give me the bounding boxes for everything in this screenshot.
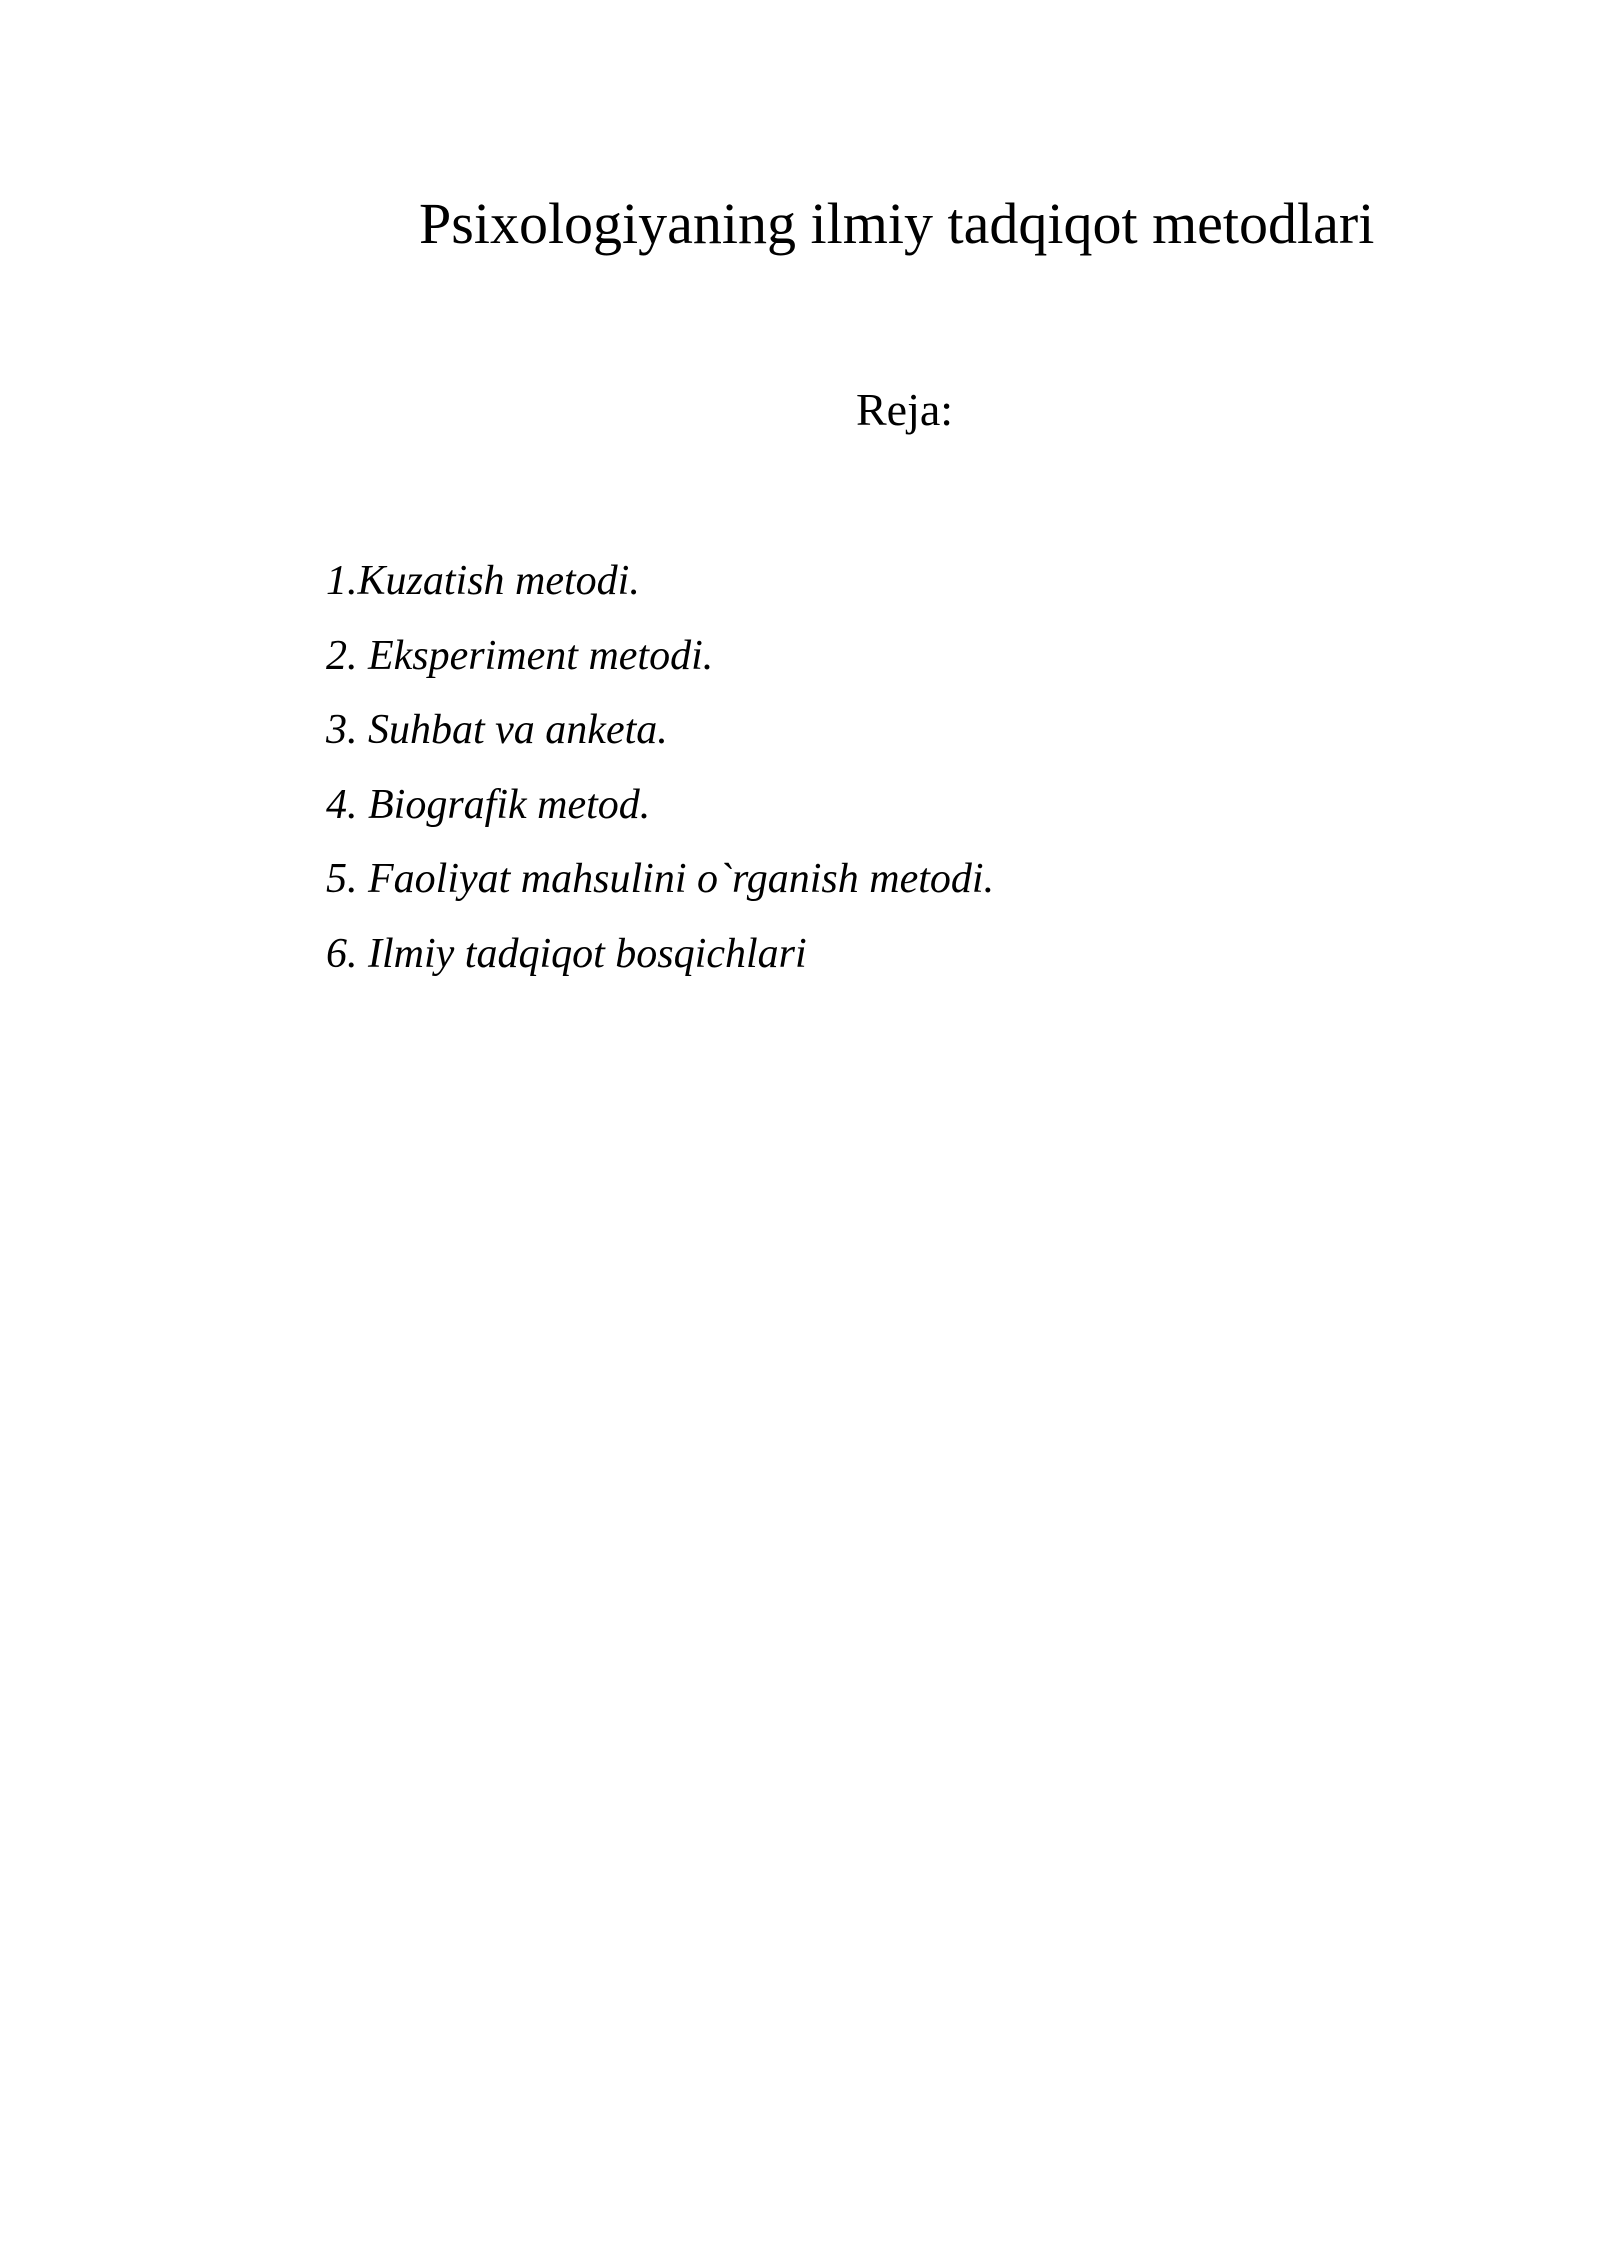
plan-item: 5. Faoliyat mahsulini o`rganish metodi. [326,856,995,902]
document-title: Psixologiyaning ilmiy tadqiqot metodlari [419,191,1375,256]
plan-heading: Reja: [856,384,954,435]
plan-item: 6. Ilmiy tadqiqot bosqichlari [326,930,807,977]
plan-item: 3. Suhbat va anketa. [326,707,668,753]
plan-list [326,544,994,991]
plan-item: 1.Kuzatish metodi. [326,558,640,604]
plan-item: 4. Biografik metod. [326,781,651,828]
plan-item: 2. Eksperiment metodi. [326,632,714,679]
